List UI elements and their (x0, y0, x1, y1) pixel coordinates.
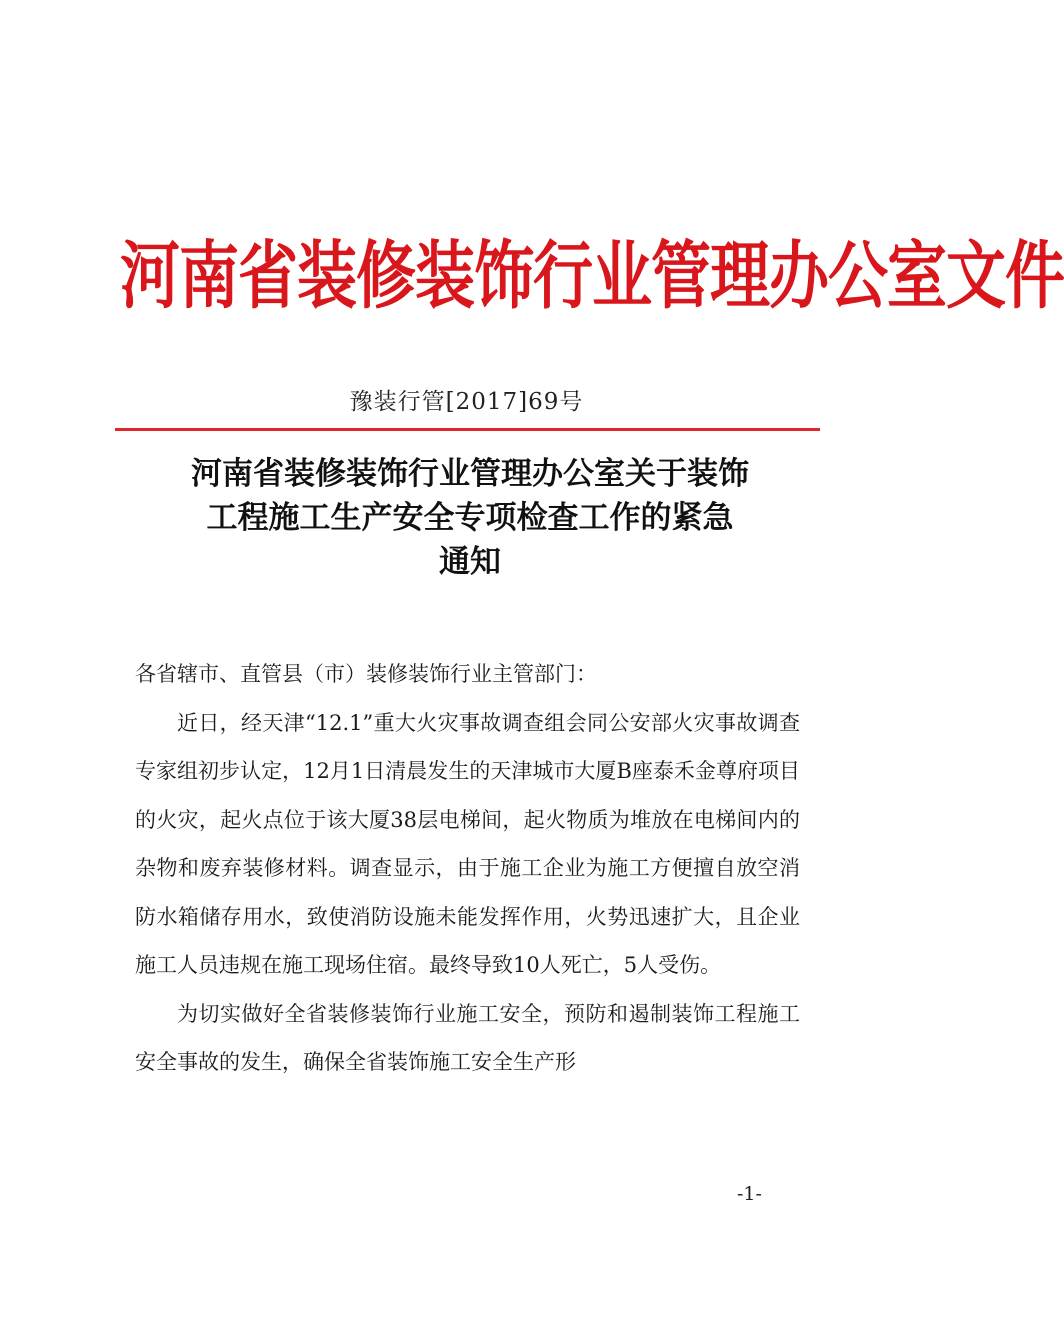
issuer-header: 河南省装修装饰行业管理办公室文件 (120, 233, 1064, 320)
red-divider-line (115, 428, 820, 431)
body-text (135, 650, 800, 1087)
title-line: 通知 (439, 544, 501, 580)
title-line: 河南省装修装饰行业管理办公室关于装饰 (191, 456, 749, 492)
paragraph: 为切实做好全省装修装饰行业施工安全，预防和遏制装饰工程施工安全事故的发生，确保全省装饰施工安全生产形 (135, 1001, 800, 1074)
paragraph: 近日，经天津“12.1”重大火灾事故调查组会同公安部火灾事故调查专家组初步认定，12月1日清晨发生的天津城市大厦B座泰禾金尊府项目的火灾，起火点位于该大厦38层电梯间，起火物质为堆放在电梯间内的杂物和废弃装修材料。调查显示，由于施工企业为施工方便擅自放空消防水箱储存用水，致使消防设施未能发挥作用，火势迅速扩大，且企业施工人员违规在施工现场住宿。最终导致10人死亡，5人受伤。 (135, 710, 800, 977)
title-line: 工程施工生产安全专项检查工作的紧急 (206, 500, 734, 536)
salutation: 各省辖市、直管县（市）装修装饰行业主管部门： (135, 662, 597, 686)
page-number: -1- (737, 1183, 762, 1205)
document-number: 豫装行管[2017]69号 (349, 389, 584, 415)
notice-title (120, 452, 820, 584)
